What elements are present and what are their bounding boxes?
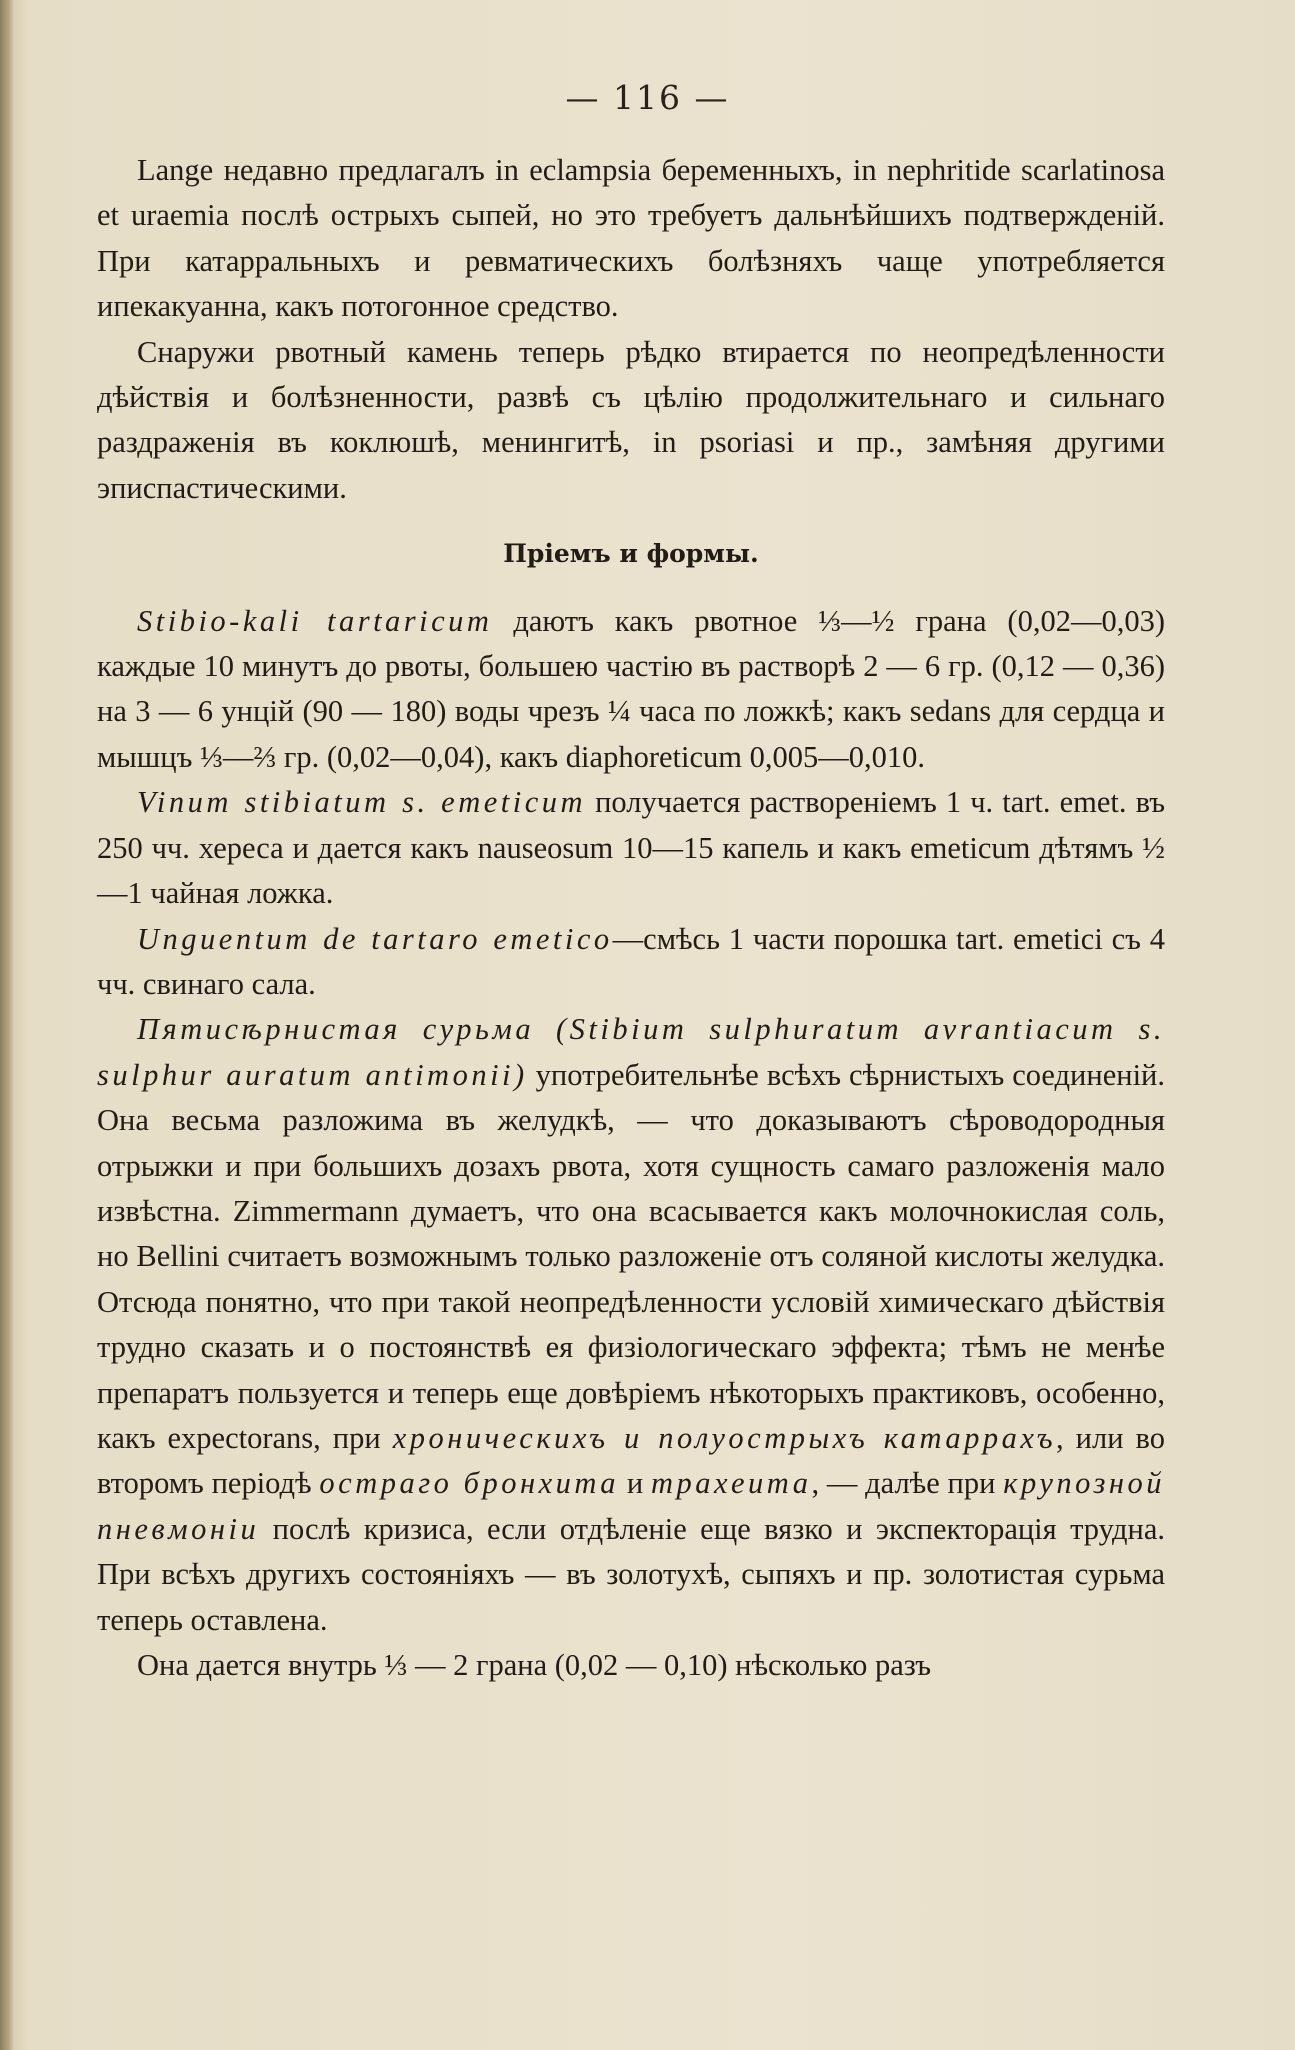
paragraph-dosage: Она дается внутрь ⅓ — 2 грана (0,02 — 0,10) нѣсколько разъ [137, 1648, 932, 1682]
text-stibium-2: , или во второмъ періодѣ [97, 1420, 1165, 1501]
term-stibio-kali: Stibio-kali tartaricum [137, 603, 493, 638]
text-stibium-4: , — далѣе при [811, 1466, 1004, 1501]
text-stibium-5: послѣ кризиса, если отдѣленіе еще вязко и экспекторація трудна. При всѣхъ другихъ состояніяхъ — въ золотухѣ, сыпяхъ и пр. золотистая сурьма теперь оставлена. [97, 1511, 1165, 1637]
paragraph-stibium-sulphuratum [97, 1007, 1165, 1643]
page-spine-shadow [0, 0, 14, 2050]
text-vinum-stibiatum: получается раствореніемъ 1 ч. tart. emet. въ 250 чч. хереса и дается какъ nauseosum 10—15 капель и какъ emeticum дѣтямъ ½—1 чайная ложка. [97, 785, 1165, 911]
page-number: — 116 — [565, 78, 730, 117]
text-unguentum: —смѣсь 1 части порошка tart. emetici съ 4 чч. свинаго сала. [97, 921, 1165, 1001]
term-croupous-pneumonia: крупозной пневмоніи [97, 1466, 1166, 1546]
term-tracheitis: трахеита [650, 1466, 812, 1501]
paragraph-lange: Lange недавно предлагалъ in eclampsia беременныхъ, in nephritide scarlatinosa et uraemia послѣ острыхъ сыпей, но это требуетъ дальнѣйшихъ подтвержденій. При катарральныхъ и ревматическихъ болѣзняхъ чаще употребляется ипекакуанна, какъ потогонное средство. [97, 153, 1165, 324]
paragraph-stibio-kali [97, 599, 1165, 781]
text-stibium-3: и [619, 1466, 651, 1501]
term-acute-bronchitis: остраго бронхита [319, 1466, 620, 1501]
text-stibium-1: употребительнѣе всѣхъ сѣрнистыхъ соединеній. Она весьма разложима въ желудкѣ, — что доказываютъ сѣроводородныя отрыжки и при большихъ дозахъ рвота, хотя сущность самаго разложенія мало извѣстна. Zimmermann думаетъ, что она всасывается какъ молочнокислая соль, но Bellini считаетъ возможнымъ только разложеніе отъ соляной кислоты желудка. Отсюда понятно, что при такой неопредѣленности условій химическаго дѣйствія трудно сказать и о постоянствѣ ея физіологическаго эффекта; тѣмъ не менѣе препаратъ пользуется и теперь еще довѣріемъ нѣкоторыхъ практиковъ, особенно, какъ expectorans, при [97, 1057, 1165, 1455]
term-chronic-catarrh: хроническихъ и полуострыхъ катаррахъ [392, 1420, 1057, 1455]
term-vinum-stibiatum: Vinum stibiatum s. emeticum [137, 785, 587, 820]
paragraph-external-use: Снаружи рвотный камень теперь рѣдко втирается по неопредѣленности дѣйствія и болѣзненности, развѣ съ цѣлію продолжительнаго и сильнаго раздраженія въ коклюшѣ, менингитѣ, in psoriasi и пр., замѣняя другими эписпастическими. [97, 334, 1165, 505]
text-stibio-kali: даютъ какъ рвотное ⅓—½ грана (0,02—0,03) каждые 10 минутъ до рвоты, большею частію въ растворѣ 2 — 6 гр. (0,12 — 0,36) на 3 — 6 унцій (90 — 180) воды чрезъ ¼ часа по ложкѣ; какъ sedans для сердца и мышцъ ⅓—⅔ гр. (0,02—0,04), какъ diaphoreticum 0,005—0,010. [97, 603, 1165, 774]
section-heading: Пріемъ и формы. [503, 539, 759, 569]
paragraph-vinum-stibiatum [97, 780, 1165, 916]
term-unguentum: Unguentum de tartaro emetico [137, 921, 613, 956]
paragraph-unguentum [97, 917, 1165, 1008]
body-text [97, 148, 1165, 1688]
term-stibium-sulphuratum: Пятисѣрнистая сурьма (Stibium sulphuratum avrantiacum s. sulphur auratum antimonii) [97, 1012, 1165, 1092]
